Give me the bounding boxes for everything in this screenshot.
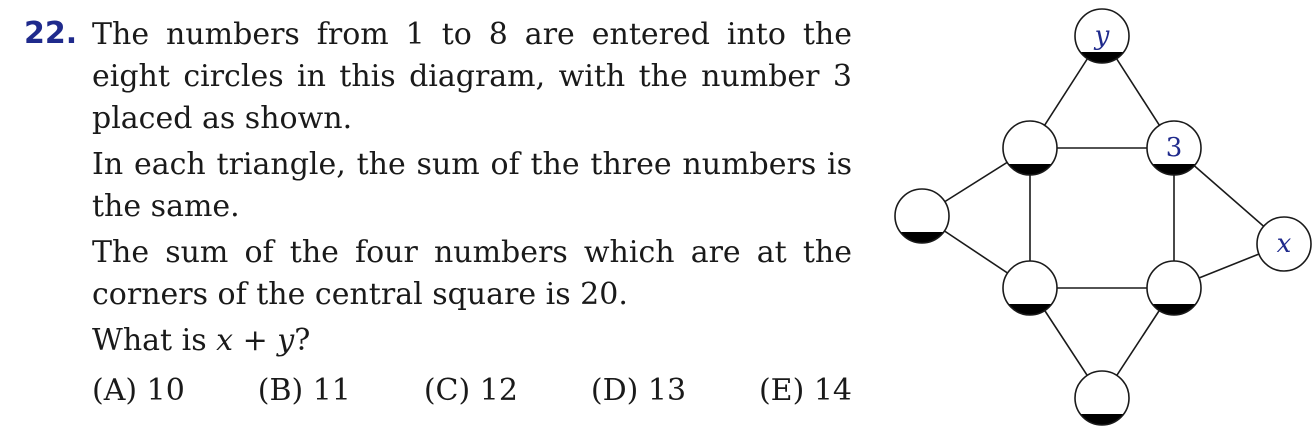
question-number: 22. — [24, 16, 78, 51]
option-e[interactable]: (E) 14 — [758, 373, 852, 408]
problem-paragraph-1: The numbers from 1 to 8 are entered into the eight circles in this diagram, with the number 3 placed as shown. — [92, 17, 852, 136]
question-line — [92, 320, 852, 362]
node-label-x: x — [1276, 229, 1292, 259]
node-square-top-right — [1142, 121, 1206, 184]
question-math: x + y — [216, 323, 295, 358]
diagram-svg — [880, 0, 1312, 442]
question-suffix: ? — [294, 323, 311, 358]
node-right — [1257, 217, 1311, 271]
option-d[interactable]: (D) 13 — [590, 373, 687, 408]
option-a[interactable]: (A) 10 — [92, 373, 185, 408]
diagram-edges — [922, 36, 1284, 398]
problem-paragraph-3: The sum of the four numbers which are at the corners of the central square is 20. — [92, 235, 852, 312]
node-bottom — [1070, 371, 1134, 434]
answer-options — [92, 370, 852, 412]
node-square-top-left — [998, 121, 1062, 184]
problem-body — [92, 14, 852, 412]
node-left — [890, 189, 954, 252]
node-square-bottom-right — [1142, 261, 1206, 324]
problem-paragraph-2: In each triangle, the sum of the three numbers is the same. — [92, 147, 852, 224]
option-c[interactable]: (C) 12 — [423, 373, 518, 408]
option-b[interactable]: (B) 11 — [257, 373, 351, 408]
question-prefix: What is — [92, 323, 217, 358]
node-label-3: 3 — [1165, 133, 1183, 163]
problem — [24, 14, 864, 412]
node-top — [1070, 9, 1134, 72]
diagram — [880, 0, 1312, 442]
node-label-y: y — [1094, 21, 1110, 51]
node-square-bottom-left — [998, 261, 1062, 324]
